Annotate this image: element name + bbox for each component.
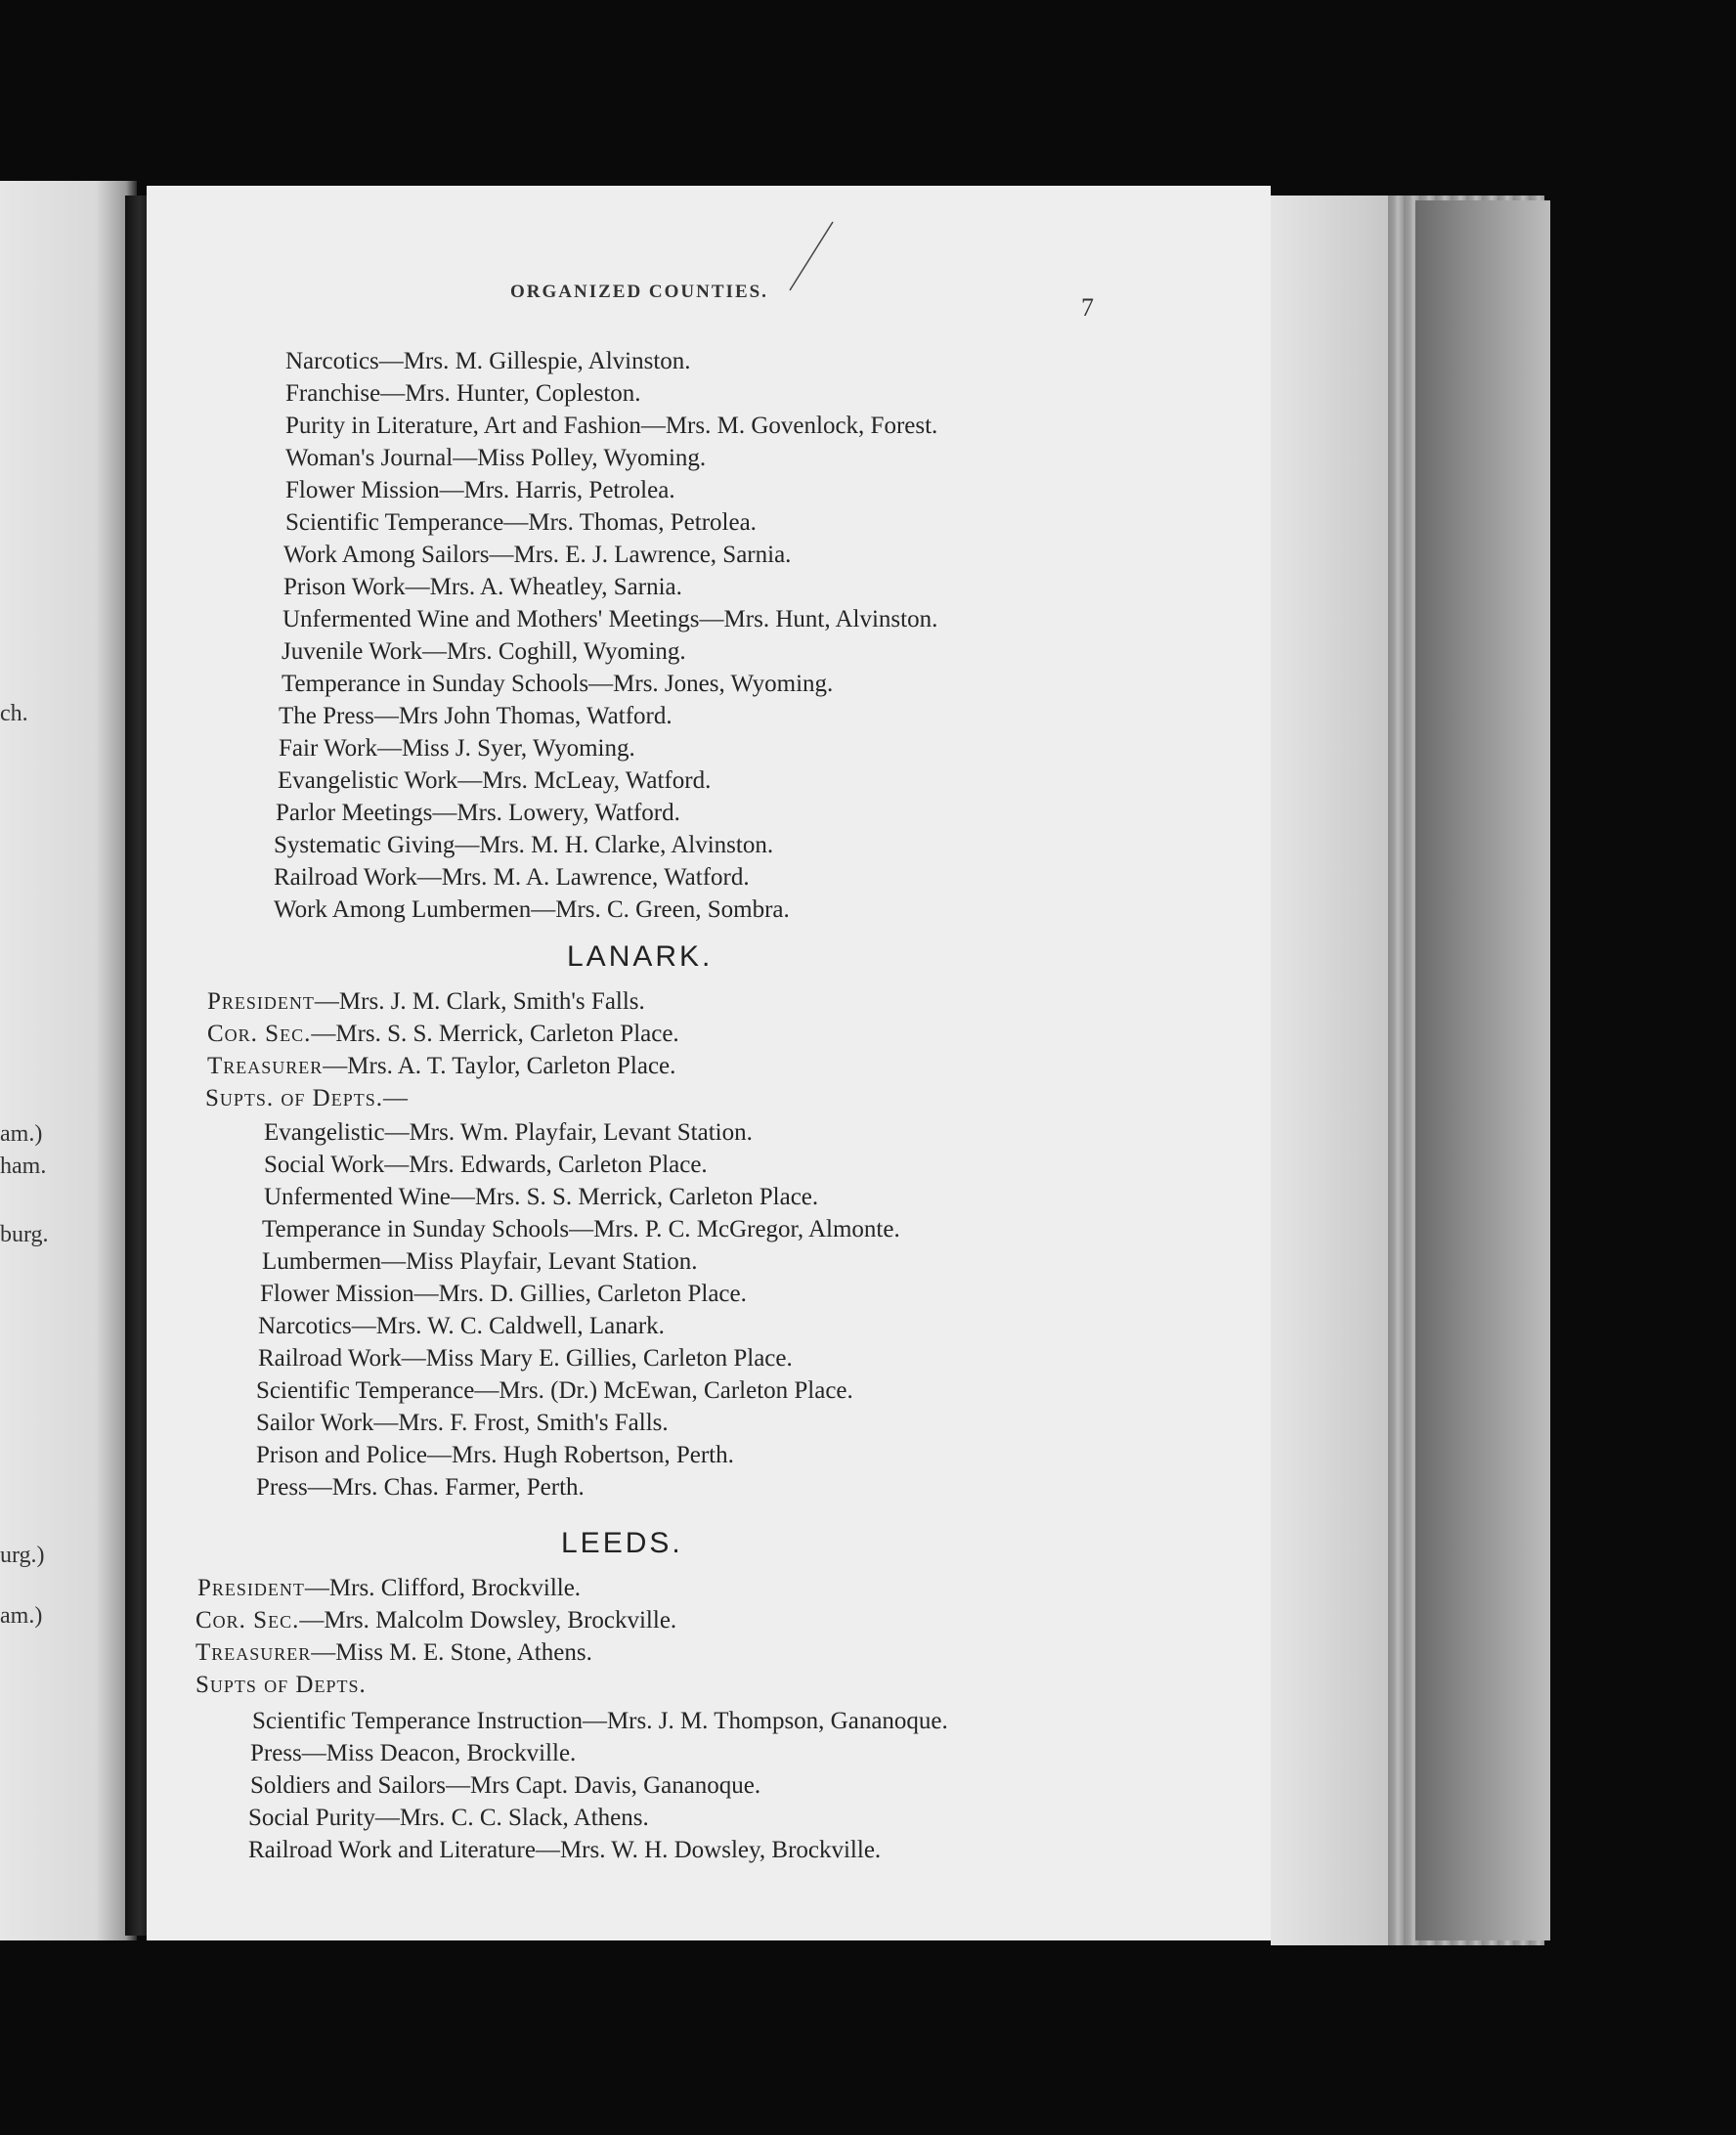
department-entry: Evangelistic Work—Mrs. McLeay, Watford. [278,767,712,794]
department-entry: Parlor Meetings—Mrs. Lowery, Watford. [276,800,680,826]
department-entry: Juvenile Work—Mrs. Coghill, Wyoming. [282,638,686,665]
running-head: ORGANIZED COUNTIES. [510,282,768,302]
officer-name: —Mrs. A. T. Taylor, Carleton Place. [323,1053,676,1079]
department-entry: Sailor Work—Mrs. F. Frost, Smith's Falls. [256,1410,669,1436]
department-entry: Purity in Literature, Art and Fashion—Mrs. M. Govenlock, Forest. [285,413,938,439]
officer-entry [195,1673,367,1697]
left-page-fragment: am.) [0,1603,43,1629]
department-entry: Franchise—Mrs. Hunter, Copleston. [285,380,641,407]
officer-entry [195,1640,592,1665]
department-entry: Work Among Sailors—Mrs. E. J. Lawrence, Sarnia. [283,542,792,568]
department-entry: Work Among Lumbermen—Mrs. C. Green, Sombra. [274,896,790,923]
officer-name: —Mrs. S. S. Merrick, Carleton Place. [311,1021,679,1047]
department-entry: Lumbermen—Miss Playfair, Levant Station. [262,1248,698,1275]
officer-name: —Mrs. Clifford, Brockville. [304,1575,582,1601]
department-entry: Woman's Journal—Miss Polley, Wyoming. [285,445,707,471]
pencil-mark [782,220,841,298]
department-entry: Flower Mission—Mrs. D. Gillies, Carleton Place. [260,1281,747,1307]
department-entry: Unfermented Wine and Mothers' Meetings—Mrs. Hunt, Alvinston. [282,606,938,632]
officer-entry [195,1608,676,1633]
officer-name: —Miss M. E. Stone, Athens. [311,1639,592,1666]
department-entry: Prison and Police—Mrs. Hugh Robertson, Perth. [256,1442,734,1468]
department-entry: Systematic Giving—Mrs. M. H. Clarke, Alvinston. [274,832,774,858]
left-page-fragment: am.) [0,1121,43,1147]
officer-title: Treasurer [207,1053,324,1079]
department-entry: Press—Mrs. Chas. Farmer, Perth. [256,1474,585,1501]
officer-title: Supts of Depts. [195,1672,367,1698]
officer-title: President [207,988,315,1015]
left-page-fragment: urg.) [0,1543,45,1568]
county-heading: LEEDS. [561,1527,683,1559]
department-entry: Narcotics—Mrs. W. C. Caldwell, Lanark. [258,1313,665,1339]
officer-entry [197,1576,581,1600]
officer-entry [207,989,645,1014]
department-entry: Temperance in Sunday Schools—Mrs. P. C. McGregor, Almonte. [262,1216,900,1242]
department-entry: Prison Work—Mrs. A. Wheatley, Sarnia. [283,574,682,600]
department-entry: Temperance in Sunday Schools—Mrs. Jones, Wyoming. [282,671,834,697]
department-entry: Evangelistic—Mrs. Wm. Playfair, Levant Station. [264,1119,753,1146]
officer-entry [207,1054,675,1078]
page-number: 7 [1081,293,1094,322]
department-entry: Railroad Work—Miss Mary E. Gillies, Carleton Place. [258,1345,793,1372]
department-entry: Flower Mission—Mrs. Harris, Petrolea. [285,477,675,503]
officer-name: — [383,1085,408,1111]
left-page [0,181,137,1940]
county-heading: LANARK. [567,940,714,973]
department-entry: The Press—Mrs John Thomas, Watford. [279,703,673,729]
officer-name: —Mrs. Malcolm Dowsley, Brockville. [299,1607,677,1634]
department-entry: Social Work—Mrs. Edwards, Carleton Place. [264,1152,708,1178]
department-entry: Fair Work—Miss J. Syer, Wyoming. [279,735,635,762]
department-entry: Scientific Temperance—Mrs. Thomas, Petrolea. [285,509,757,536]
department-entry: Unfermented Wine—Mrs. S. S. Merrick, Carleton Place. [264,1184,819,1210]
left-page-fragment: ch. [0,701,28,726]
officer-title: Supts. of Depts. [205,1085,383,1111]
officer-title: Treasurer [195,1639,312,1666]
department-entry: Social Purity—Mrs. C. C. Slack, Athens. [248,1805,649,1831]
officer-title: Cor. Sec. [207,1021,312,1047]
officer-entry [207,1022,679,1046]
department-entry: Railroad Work and Literature—Mrs. W. H. Dowsley, Brockville. [248,1837,882,1863]
department-entry: Scientific Temperance—Mrs. (Dr.) McEwan, Carleton Place. [256,1377,853,1404]
department-entry: Railroad Work—Mrs. M. A. Lawrence, Watford. [274,864,750,891]
department-entry: Soldiers and Sailors—Mrs Capt. Davis, Gananoque. [250,1772,761,1799]
book-edge [1415,200,1550,1940]
department-entry: Scientific Temperance Instruction—Mrs. J. M. Thompson, Gananoque. [252,1708,948,1734]
left-page-fragment: burg. [0,1222,49,1247]
officer-title: Cor. Sec. [195,1607,300,1634]
left-page-fragment: ham. [0,1154,47,1179]
officer-entry [205,1086,408,1111]
department-entry: Press—Miss Deacon, Brockville. [250,1740,577,1766]
department-entry: Narcotics—Mrs. M. Gillespie, Alvinston. [285,348,691,374]
officer-name: —Mrs. J. M. Clark, Smith's Falls. [314,988,645,1015]
officer-title: President [197,1575,305,1601]
